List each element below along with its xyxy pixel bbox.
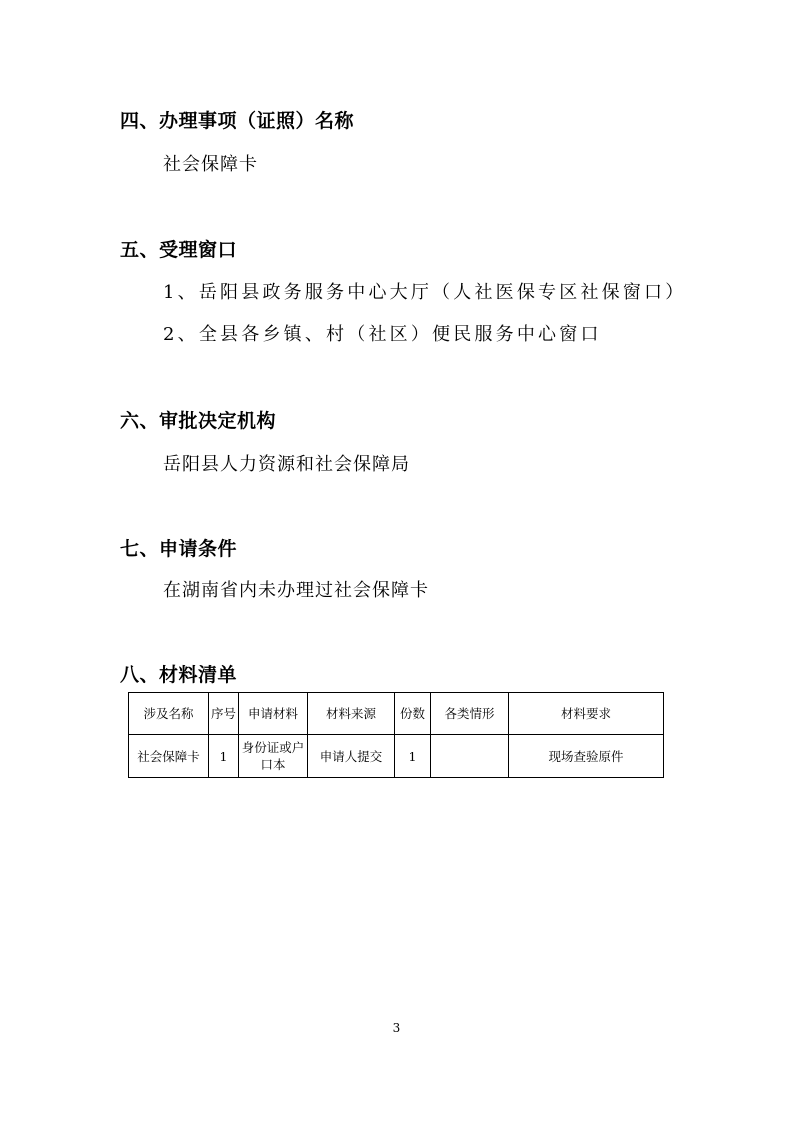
table-cell [431, 735, 509, 778]
section-4-heading: 四、办理事项（证照）名称 [120, 110, 355, 132]
table-cell: 现场查验原件 [509, 735, 664, 778]
section-7-condition: 在湖南省内未办理过社会保障卡 [163, 580, 429, 601]
table-header-cell: 申请材料 [239, 693, 308, 735]
section-5-heading: 五、受理窗口 [120, 239, 238, 261]
table-cell: 身份证或户口本 [239, 735, 308, 778]
section-6-heading: 六、审批决定机构 [120, 410, 277, 432]
table-row [129, 735, 664, 778]
materials-table [128, 692, 664, 778]
section-8-heading: 八、材料清单 [120, 664, 238, 686]
table-cell: 社会保障卡 [129, 735, 209, 778]
table-header-row [129, 693, 664, 735]
page-number: 3 [392, 1021, 401, 1035]
table-header-cell: 涉及名称 [129, 693, 209, 735]
table-header-cell: 材料要求 [509, 693, 664, 735]
section-5-window-2: 2、全县各乡镇、村（社区）便民服务中心窗口 [163, 324, 602, 345]
table-header-cell: 各类情形 [431, 693, 509, 735]
section-4-item-name: 社会保障卡 [163, 154, 258, 175]
section-7-heading: 七、申请条件 [120, 538, 238, 560]
table-header-cell: 序号 [209, 693, 239, 735]
table-cell: 申请人提交 [308, 735, 395, 778]
table-header-cell: 份数 [395, 693, 431, 735]
section-5-window-1: 1、岳阳县政务服务中心大厅（人社医保专区社保窗口） [163, 282, 687, 303]
section-6-authority: 岳阳县人力资源和社会保障局 [163, 454, 410, 475]
table-cell: 1 [209, 735, 239, 778]
table-header-cell: 材料来源 [308, 693, 395, 735]
table-cell: 1 [395, 735, 431, 778]
